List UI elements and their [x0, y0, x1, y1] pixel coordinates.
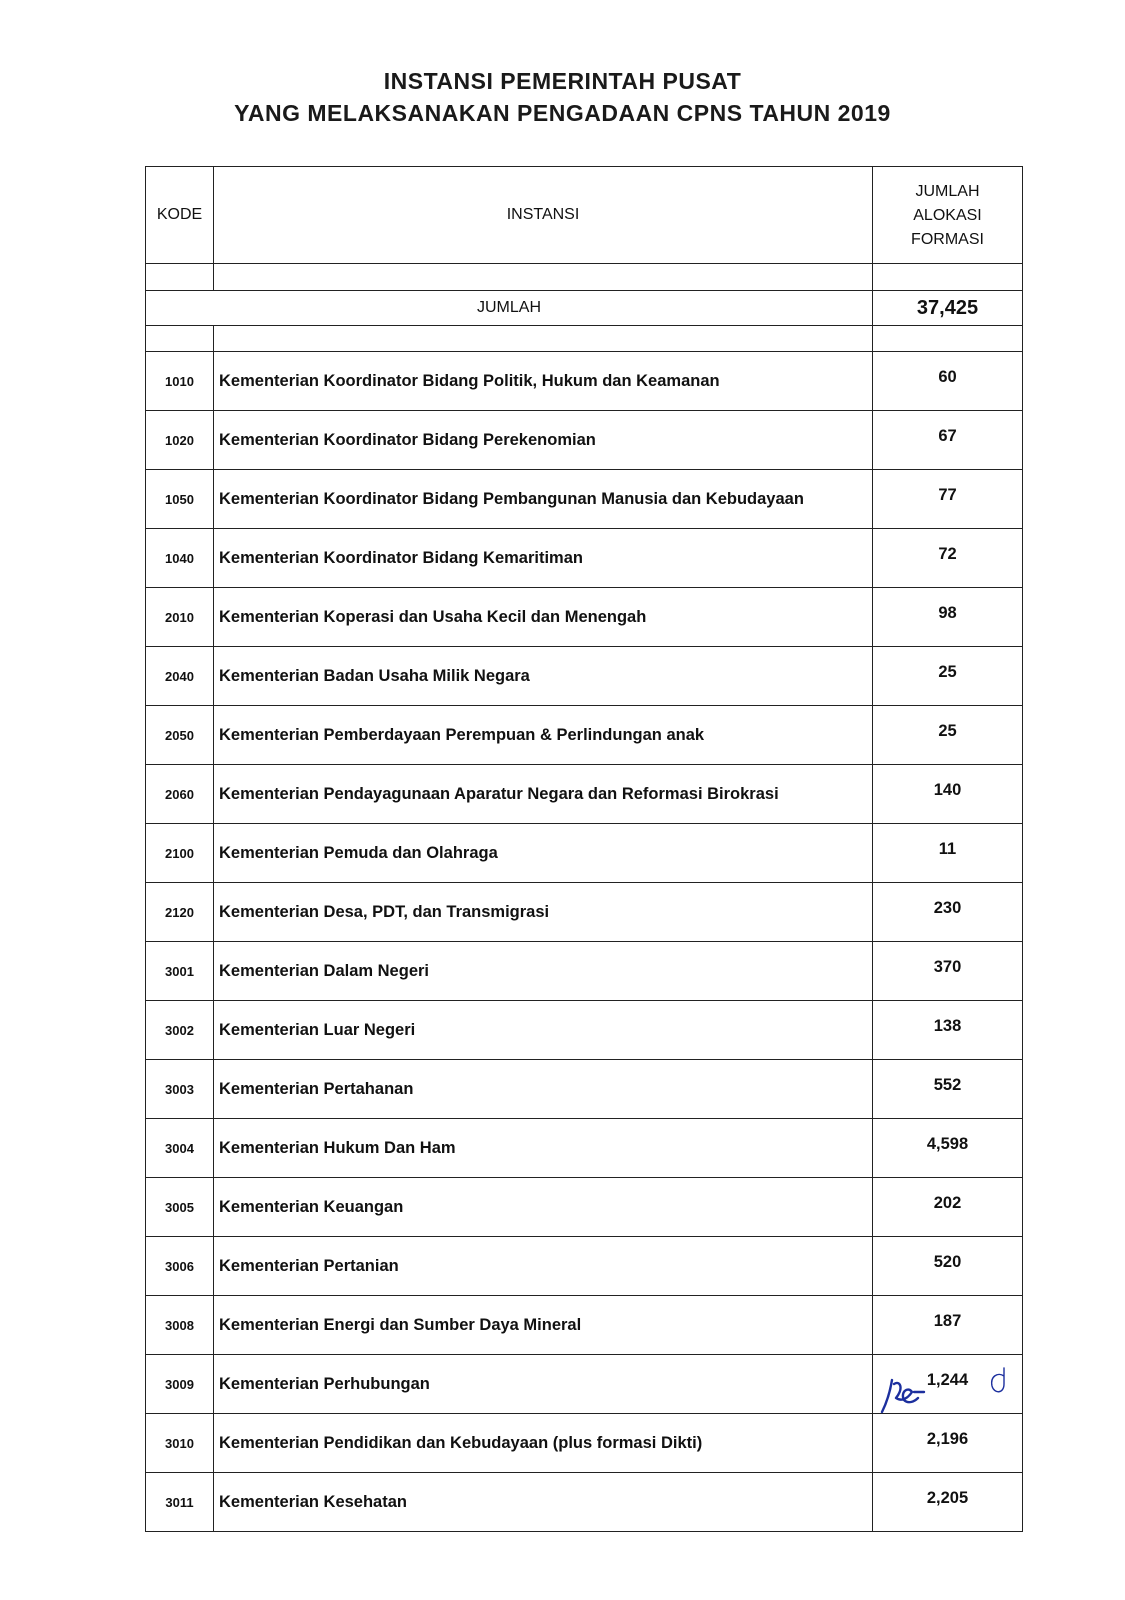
spacer-cell [873, 264, 1023, 291]
spacer-cell [214, 326, 873, 352]
instansi-cell: Kementerian Pemuda dan Olahraga [214, 824, 873, 883]
table-row [146, 411, 1023, 470]
table-row [146, 647, 1023, 706]
kode-cell: 1010 [146, 352, 214, 411]
instansi-cell: Kementerian Koordinator Bidang Pembangunan Manusia dan Kebudayaan [214, 470, 873, 529]
jumlah-cell: 4,598 [873, 1119, 1023, 1178]
jumlah-cell: 552 [873, 1060, 1023, 1119]
instansi-cell: Kementerian Energi dan Sumber Daya Mineral [214, 1296, 873, 1355]
table-row [146, 1001, 1023, 1060]
jumlah-cell: 72 [873, 529, 1023, 588]
instansi-cell: Kementerian Pendidikan dan Kebudayaan (plus formasi Dikti) [214, 1414, 873, 1473]
jumlah-cell: 370 [873, 942, 1023, 1001]
header-jumlah-line3: FORMASI [911, 231, 984, 248]
instansi-cell: Kementerian Luar Negeri [214, 1001, 873, 1060]
instansi-cell: Kementerian Hukum Dan Ham [214, 1119, 873, 1178]
kode-cell: 3001 [146, 942, 214, 1001]
instansi-cell: Kementerian Koordinator Bidang Perekenomian [214, 411, 873, 470]
spacer-cell [873, 326, 1023, 352]
jumlah-cell: 520 [873, 1237, 1023, 1296]
spacer-cell [146, 264, 214, 291]
instansi-cell: Kementerian Koordinator Bidang Politik, Hukum dan Keamanan [214, 352, 873, 411]
document-title: INSTANSI PEMERINTAH PUSAT [383, 68, 742, 94]
header-kode: KODE [146, 167, 214, 264]
instansi-cell: Kementerian Pertanian [214, 1237, 873, 1296]
spacer-row [146, 326, 1023, 352]
instansi-cell: Kementerian Koordinator Bidang Kemaritiman [214, 529, 873, 588]
spacer-cell [146, 326, 214, 352]
total-label: JUMLAH [146, 291, 873, 326]
header-jumlah [873, 167, 1023, 264]
kode-cell: 3009 [146, 1355, 214, 1414]
instansi-cell: Kementerian Kesehatan [214, 1473, 873, 1532]
table-row [146, 470, 1023, 529]
jumlah-cell: 230 [873, 883, 1023, 942]
kode-cell: 3008 [146, 1296, 214, 1355]
kode-cell: 2060 [146, 765, 214, 824]
jumlah-cell: 77 [873, 470, 1023, 529]
instansi-cell: Kementerian Keuangan [214, 1178, 873, 1237]
kode-cell: 3011 [146, 1473, 214, 1532]
kode-cell: 3005 [146, 1178, 214, 1237]
kode-cell: 2120 [146, 883, 214, 942]
instansi-cell: Kementerian Koperasi dan Usaha Kecil dan Menengah [214, 588, 873, 647]
jumlah-cell: 202 [873, 1178, 1023, 1237]
spacer-row [146, 264, 1023, 291]
jumlah-cell: 60 [873, 352, 1023, 411]
kode-cell: 3002 [146, 1001, 214, 1060]
kode-cell: 1040 [146, 529, 214, 588]
table-row [146, 824, 1023, 883]
table-row [146, 1473, 1023, 1532]
table-row [146, 1060, 1023, 1119]
header-jumlah-line1: JUMLAH [915, 183, 980, 200]
instansi-cell: Kementerian Perhubungan [214, 1355, 873, 1414]
kode-cell: 3004 [146, 1119, 214, 1178]
instansi-cell: Kementerian Pertahanan [214, 1060, 873, 1119]
jumlah-cell: 11 [873, 824, 1023, 883]
header-instansi: INSTANSI [214, 167, 873, 264]
jumlah-cell: 98 [873, 588, 1023, 647]
jumlah-cell: 1,244 [873, 1355, 1023, 1414]
table-row [146, 765, 1023, 824]
kode-cell: 3006 [146, 1237, 214, 1296]
document-subtitle: YANG MELAKSANAKAN PENGADAAN CPNS TAHUN 2019 [234, 100, 891, 126]
table-row [146, 588, 1023, 647]
spacer-cell [214, 264, 873, 291]
table-row [146, 1237, 1023, 1296]
jumlah-cell: 67 [873, 411, 1023, 470]
jumlah-cell: 2,205 [873, 1473, 1023, 1532]
table-row [146, 1296, 1023, 1355]
jumlah-cell: 140 [873, 765, 1023, 824]
instansi-cell: Kementerian Pendayagunaan Aparatur Negara dan Reformasi Birokrasi [214, 765, 873, 824]
kode-cell: 1020 [146, 411, 214, 470]
jumlah-cell: 25 [873, 647, 1023, 706]
table-row [146, 1178, 1023, 1237]
total-value: 37,425 [873, 291, 1023, 326]
signature-mark [880, 1362, 1030, 1437]
kode-cell: 1050 [146, 470, 214, 529]
kode-cell: 3010 [146, 1414, 214, 1473]
formasi-table [145, 166, 1023, 1532]
jumlah-cell: 2,196 [873, 1414, 1023, 1473]
table-row [146, 352, 1023, 411]
header-jumlah-line2: ALOKASI [913, 207, 982, 224]
jumlah-cell: 138 [873, 1001, 1023, 1060]
table-row [146, 1119, 1023, 1178]
table-row [146, 706, 1023, 765]
kode-cell: 2050 [146, 706, 214, 765]
instansi-cell: Kementerian Badan Usaha Milik Negara [214, 647, 873, 706]
kode-cell: 2010 [146, 588, 214, 647]
table-row [146, 883, 1023, 942]
table-header-row [146, 167, 1023, 264]
instansi-cell: Kementerian Pemberdayaan Perempuan & Perlindungan anak [214, 706, 873, 765]
instansi-cell: Kementerian Dalam Negeri [214, 942, 873, 1001]
kode-cell: 2100 [146, 824, 214, 883]
jumlah-cell: 25 [873, 706, 1023, 765]
jumlah-cell: 187 [873, 1296, 1023, 1355]
total-row [146, 291, 1023, 326]
kode-cell: 3003 [146, 1060, 214, 1119]
instansi-cell: Kementerian Desa, PDT, dan Transmigrasi [214, 883, 873, 942]
table-row [146, 942, 1023, 1001]
kode-cell: 2040 [146, 647, 214, 706]
table-row [146, 529, 1023, 588]
